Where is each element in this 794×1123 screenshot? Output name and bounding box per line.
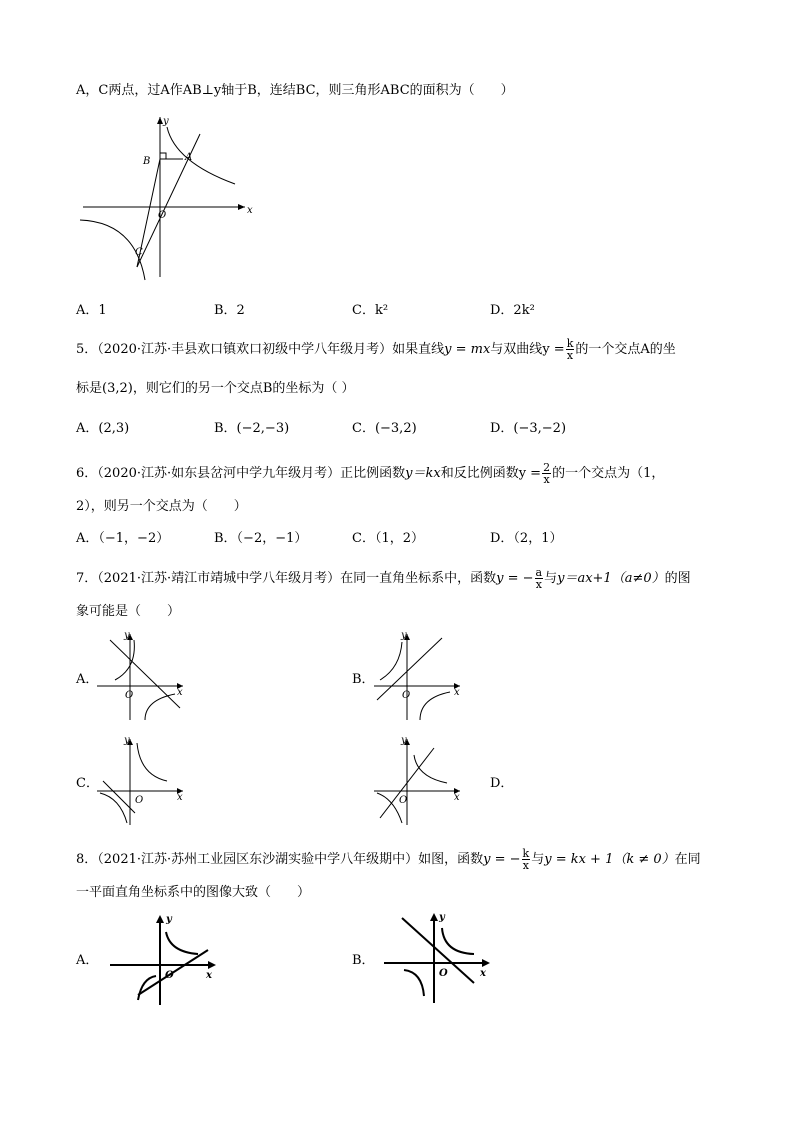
- q7d-x: x: [454, 792, 460, 803]
- q6-option-c[interactable]: C．（1，2）: [352, 531, 424, 546]
- q8a-x: x: [206, 970, 212, 981]
- q5-option-d[interactable]: D．(−3,−2): [490, 421, 567, 436]
- q8-option-b[interactable]: B．: [352, 953, 375, 968]
- q4-option-a[interactable]: A．1: [76, 303, 107, 318]
- q4-c-label: C: [135, 247, 143, 258]
- q7a-o: O: [125, 690, 134, 701]
- q7-option-a[interactable]: A．: [76, 672, 99, 687]
- q7d-o: O: [399, 795, 408, 806]
- q8a-o: O: [165, 970, 174, 981]
- q7-option-d[interactable]: D．: [490, 776, 514, 791]
- q7-graph-b: [372, 628, 467, 723]
- q6-option-b[interactable]: B．（−2，−1）: [214, 531, 308, 546]
- q7c-y: y: [124, 735, 130, 746]
- q8-stem: 8．（2021·江苏·苏州工业园区东沙湖实验中学八年级期中）如图，函数y = − $\frac{k}{x}$ 与y = kx + 1（k ≠ 0）在同: [76, 847, 701, 872]
- q6-stem: 6．（2020·江苏·如东县岔河中学九年级月考）正比例函数y＝kx和反比例函数y = $\frac{2}{x}$ 的一个交点为（1，: [76, 461, 665, 486]
- q7-graph-d: [372, 733, 467, 828]
- q4-option-b[interactable]: B．2: [214, 303, 245, 318]
- q8-option-a[interactable]: A．: [76, 953, 99, 968]
- q8-stem-line2: 一平面直角坐标系中的图像大致（ ）: [76, 885, 311, 900]
- q7-stem: 7．（2021·江苏·靖江市靖城中学八年级月考）在同一直角坐标系中，函数y = − $\frac{a}{x}$ 与y＝ax+1（a≠0）的图: [76, 566, 691, 591]
- q7-option-c[interactable]: C．: [76, 776, 99, 791]
- q8-fraction: $\frac{k}{x}$: [522, 847, 530, 872]
- q4-b-label: B: [143, 156, 151, 167]
- q4-graph: [75, 112, 255, 282]
- q8a-y: y: [166, 914, 172, 925]
- q4-o-label: O: [158, 210, 167, 221]
- q4-y-label: y: [163, 116, 169, 127]
- q7a-x: x: [177, 687, 183, 698]
- q4-option-d[interactable]: D．2k²: [490, 303, 535, 318]
- q7-graph-c: [95, 733, 190, 828]
- q7b-y: y: [401, 630, 407, 641]
- q6-stem-line2: 2），则另一个交点为（ ）: [76, 499, 247, 514]
- q7-option-b[interactable]: B．: [352, 672, 375, 687]
- q8-graph-b: [382, 908, 497, 1008]
- q7-fraction: $\frac{a}{x}$: [535, 566, 543, 591]
- q5-stem-line2: 标是(3,2)，则它们的另一个交点B的坐标为（ ）: [76, 381, 355, 396]
- q7a-y: y: [124, 630, 130, 641]
- q5-option-a[interactable]: A．(2,3): [76, 421, 130, 436]
- q4-a-label: A: [185, 152, 193, 163]
- q4-x-label: x: [247, 205, 253, 216]
- q6-fraction: $\frac{2}{x}$: [543, 461, 551, 486]
- q7c-o: O: [135, 795, 144, 806]
- q5-fraction: $\frac{k}{x}$: [566, 337, 574, 362]
- q6-option-d[interactable]: D．（2，1）: [490, 531, 563, 546]
- q6-option-a[interactable]: A．（−1，−2）: [76, 531, 170, 546]
- q5-stem: 5．（2020·江苏·丰县欢口镇欢口初级中学八年级月考）如果直线y = mx与双曲线y = $\frac{k}{x}$ 的一个交点A的坐: [76, 337, 676, 362]
- q4-stem: A，C两点，过A作AB⊥y轴于B，连结BC，则三角形ABC的面积为（ ）: [76, 83, 514, 98]
- q8-graph-a: [108, 910, 223, 1010]
- q7c-x: x: [177, 792, 183, 803]
- q7d-y: y: [401, 735, 407, 746]
- q7b-o: O: [402, 690, 411, 701]
- q5-option-b[interactable]: B．(−2,−3): [214, 421, 290, 436]
- q8b-y: y: [439, 912, 445, 923]
- q7-graph-a: [95, 628, 190, 723]
- q8b-x: x: [480, 968, 486, 979]
- q7-stem-line2: 象可能是（ ）: [76, 604, 181, 619]
- q8b-o: O: [439, 968, 448, 979]
- q4-option-c[interactable]: C．k²: [352, 303, 389, 318]
- q7b-x: x: [454, 687, 460, 698]
- q5-option-c[interactable]: C．(−3,2): [352, 421, 417, 436]
